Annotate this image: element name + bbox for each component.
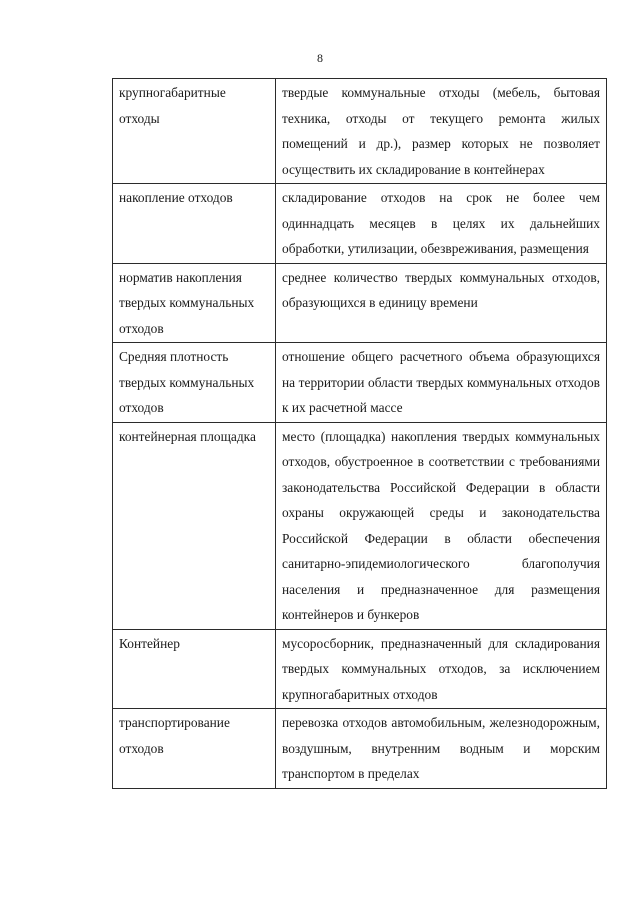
definition-text: перевозка отходов автомобильным, железнодорожным, воздушным, внутренним водным и морским транспортом в пределах bbox=[282, 715, 600, 781]
definition-cell bbox=[276, 79, 607, 184]
term-cell bbox=[113, 79, 276, 184]
definition-text: среднее количество твердых коммунальных отходов, образующихся в единицу времени bbox=[282, 269, 600, 310]
term-cell bbox=[113, 709, 276, 789]
definition-text: твердые коммунальные отходы (мебель, бытовая техника, отходы от текущего ремонта жилых помещений и др.), размер которых не позволяет осуществить их складирование в контейнерах bbox=[282, 85, 600, 177]
definition-text: отношение общего расчетного объема образующихся на территории области твердых коммунальных отходов к их расчетной массе bbox=[282, 349, 600, 415]
term-text: Средняя плотность твердых коммунальных отходов bbox=[119, 349, 255, 415]
definition-text: место (площадка) накопления твердых коммунальных отходов, обустроенное в соответствии с требованиями законодательства Российской Федерации в области охраны окружающей среды и законодательства Российской Федерации в области обеспечения санитарно-эпидемиологического благополучия населения и предназначенное для размещения контейнеров и бункеров bbox=[282, 428, 600, 622]
definition-text: мусоросборник, предназначенный для складирования твердых коммунальных отходов, за исключением крупногабаритных отходов bbox=[282, 635, 600, 702]
definition-cell bbox=[276, 184, 607, 264]
table-row bbox=[113, 184, 607, 264]
table-row bbox=[113, 709, 607, 789]
page-number: 8 bbox=[317, 51, 323, 65]
term-text: Контейнер bbox=[119, 635, 180, 651]
definition-cell bbox=[276, 263, 607, 343]
definition-cell bbox=[276, 709, 607, 789]
term-cell bbox=[113, 343, 276, 423]
term-cell bbox=[113, 422, 276, 629]
definition-cell bbox=[276, 629, 607, 709]
definitions-table bbox=[112, 78, 607, 789]
definition-cell bbox=[276, 343, 607, 423]
definition-text: складирование отходов на срок не более чем одиннадцать месяцев в целях их дальнейших обработки, утилизации, обезвреживания, размещения bbox=[282, 190, 600, 256]
term-text: накопление отходов bbox=[119, 190, 233, 205]
term-cell bbox=[113, 184, 276, 264]
table-row bbox=[113, 629, 607, 709]
term-text: контейнерная площадка bbox=[119, 428, 256, 444]
term-text: крупногабаритные отходы bbox=[119, 85, 226, 126]
definition-cell bbox=[276, 422, 607, 629]
table-row bbox=[113, 79, 607, 184]
table-row bbox=[113, 343, 607, 423]
table-row bbox=[113, 263, 607, 343]
table-row bbox=[113, 422, 607, 629]
term-text: норматив накопления твердых коммунальных отходов bbox=[119, 269, 255, 336]
term-cell bbox=[113, 629, 276, 709]
term-text: транспортирование отходов bbox=[119, 715, 230, 756]
term-cell bbox=[113, 263, 276, 343]
